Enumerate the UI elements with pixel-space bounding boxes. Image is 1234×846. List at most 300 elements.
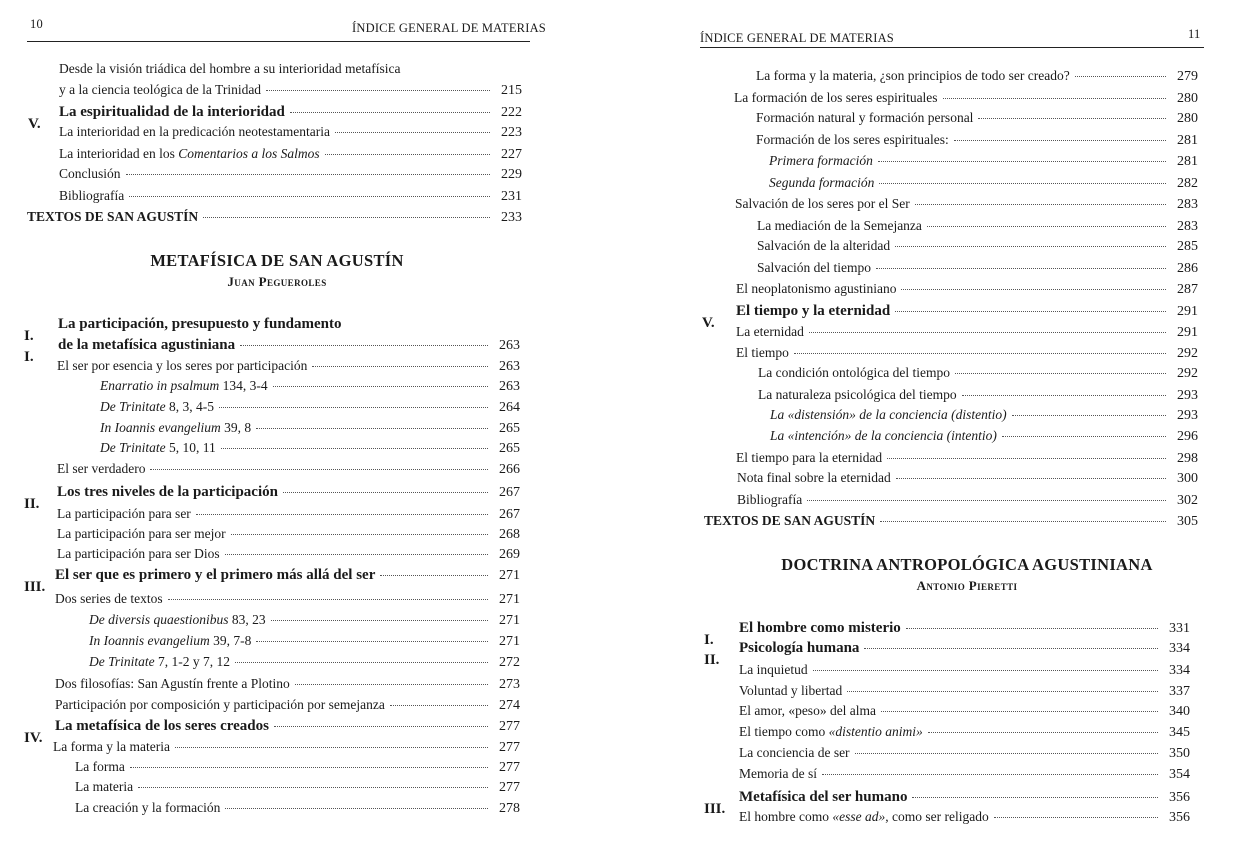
toc-entry-plain: La metafísica de los seres creados (55, 718, 269, 734)
toc-entry[interactable] (704, 683, 1190, 703)
toc-entry-plain: 83, 23 (228, 612, 266, 627)
toc-entry-italic: Segunda formación (769, 175, 875, 190)
toc-entry[interactable] (24, 337, 520, 365)
toc-entry-text (769, 153, 873, 169)
toc-entry-page: 285 (1177, 239, 1198, 254)
dot-leader (274, 725, 488, 727)
toc-entry[interactable] (702, 345, 1198, 365)
toc-entry-text (100, 420, 251, 436)
toc-entry[interactable] (28, 188, 522, 208)
dot-leader (256, 427, 488, 429)
dot-leader (813, 669, 1158, 671)
toc-entry-text (770, 428, 997, 444)
dot-leader (1075, 75, 1166, 77)
toc-entry-plain: La formación de los seres espirituales (734, 90, 938, 105)
toc-entry-page: 280 (1177, 111, 1198, 126)
toc-entry-text (57, 484, 278, 501)
toc-entry[interactable] (24, 567, 520, 595)
toc-entry-page: 268 (499, 527, 520, 542)
toc-entry[interactable] (704, 745, 1190, 765)
toc-entry-plain: y a la ciencia teológica de la Trinidad (59, 82, 262, 97)
toc-entry[interactable] (702, 513, 1198, 533)
toc-entry-text (769, 175, 874, 191)
toc-entry-text (55, 676, 290, 692)
toc-entry[interactable]: I. La participación, presupuesto y fundamento (24, 316, 342, 344)
toc-entry[interactable] (24, 440, 520, 460)
toc-entry-number: I. (704, 632, 714, 648)
dot-leader (271, 619, 488, 621)
toc-entry-text (739, 809, 989, 825)
toc-entry-italic: In Ioannis evangelium (100, 420, 221, 435)
toc-entry-page: 280 (1177, 91, 1198, 106)
toc-entry-plain: La materia (75, 779, 134, 794)
toc-entry-text (739, 745, 850, 761)
dot-leader (312, 365, 488, 367)
toc-entry-page: 281 (1177, 133, 1198, 148)
toc-entry-text (739, 683, 842, 699)
toc-entry-text (757, 260, 871, 276)
toc-entry-page: 350 (1169, 746, 1190, 761)
toc-entry[interactable] (702, 428, 1198, 448)
toc-entry-page: 271 (499, 634, 520, 649)
toc-entry-plain: 39, 7-8 (209, 633, 252, 648)
toc-entry-page: 271 (499, 568, 520, 583)
toc-entry[interactable] (702, 450, 1198, 470)
toc-entry-plain: La forma (75, 759, 125, 774)
toc-entry[interactable] (28, 82, 522, 102)
toc-entry-text (739, 703, 876, 719)
dot-leader (901, 288, 1166, 290)
toc-entry-text (736, 345, 789, 361)
toc-entry-text (75, 779, 133, 795)
toc-entry-page: 229 (501, 167, 522, 182)
toc-entry-text (57, 358, 307, 374)
toc-entry-page: 271 (499, 592, 520, 607)
toc-entry-plain: Dos filosofías: San Agustín frente a Plotino (55, 676, 290, 691)
section-title: METAFÍSICA DE SAN AGUSTÍN (150, 251, 404, 270)
toc-entry-page: 222 (501, 105, 522, 120)
toc-entry-text (739, 620, 901, 637)
toc-entry-page: 265 (499, 421, 520, 436)
dot-leader (1012, 414, 1166, 416)
toc-entry-plain: Salvación de la alteridad (757, 238, 891, 253)
dot-leader (231, 533, 488, 535)
toc-entry-number: V. (28, 116, 41, 132)
toc-entry-text: La participación, presupuesto y fundamento (58, 316, 342, 332)
toc-entry-text (89, 612, 266, 628)
running-header: ÍNDICE GENERAL DE MATERIAS (352, 21, 546, 35)
toc-entry-plain: La inquietud (739, 662, 808, 677)
toc-entry-plain: La mediación de la Semejanza (757, 218, 922, 233)
toc-entry-italic: Comentarios a los Salmos (178, 146, 320, 161)
toc-entry-plain: , como ser religado (885, 809, 989, 824)
toc-entry-plain: Dos series de textos (55, 591, 163, 606)
toc-entry-page: 356 (1169, 810, 1190, 825)
toc-entry-text (735, 196, 910, 212)
dot-leader (225, 553, 488, 555)
toc-entry-page: 340 (1169, 704, 1190, 719)
toc-entry-page: 267 (499, 485, 520, 500)
toc-entry-page: 273 (499, 677, 520, 692)
toc-entry[interactable] (702, 132, 1198, 152)
toc-entry-italic: Enarratio in psalmum (100, 378, 220, 393)
dot-leader (130, 766, 488, 768)
toc-entry-text (739, 640, 859, 657)
toc-entry-plain: La participación para ser mejor (57, 526, 226, 541)
toc-entry-text (739, 789, 907, 806)
toc-entry-text (59, 188, 124, 204)
toc-entry-plain: Formación de los seres espirituales: (756, 132, 949, 147)
toc-entry-page: 282 (1177, 176, 1198, 191)
dot-leader (196, 513, 488, 515)
toc-entry[interactable] (24, 718, 520, 746)
toc-entry-text (736, 324, 804, 340)
toc-entry[interactable] (702, 153, 1198, 173)
toc-entry-plain: Salvación de los seres por el Ser (735, 196, 910, 211)
toc-entry-page: 215 (501, 83, 522, 98)
toc-entry[interactable] (704, 766, 1190, 786)
toc-entry[interactable] (704, 724, 1190, 744)
toc-entry-number: III. (24, 579, 46, 595)
dot-leader (266, 89, 490, 91)
toc-entry-plain: El hombre como (739, 809, 833, 824)
toc-entry-text (100, 440, 216, 456)
toc-entry-page: 227 (501, 147, 522, 162)
dot-leader (290, 111, 490, 113)
toc-entry-plain: 134, 3-4 (219, 378, 268, 393)
dot-leader (1002, 435, 1166, 437)
toc-entry-text (737, 492, 802, 508)
toc-entry-plain: El tiempo (736, 345, 789, 360)
toc-entry-page: 283 (1177, 219, 1198, 234)
dot-leader (943, 97, 1166, 99)
toc-entry-text (737, 470, 891, 486)
toc-entry-number: I. (24, 349, 34, 365)
dot-leader (175, 746, 488, 748)
toc-entry[interactable] (702, 492, 1198, 512)
toc-entry-page: 266 (499, 462, 520, 477)
toc-entry-text (734, 90, 938, 106)
toc-entry-page: 274 (499, 698, 520, 713)
toc-entry-page: 296 (1177, 429, 1198, 444)
toc-entry-text (757, 218, 922, 234)
dot-leader (325, 153, 490, 155)
dot-leader (168, 598, 488, 600)
toc-entry-plain: La interioridad en los (59, 146, 179, 161)
toc-entry-plain: La eternidad (736, 324, 804, 339)
dot-leader (955, 372, 1166, 374)
page-number: 10 (30, 17, 43, 31)
toc-entry[interactable] (28, 166, 522, 186)
toc-entry-page: 291 (1177, 304, 1198, 319)
toc-entry-text (739, 724, 923, 740)
section-title: DOCTRINA ANTROPOLÓGICA AGUSTINIANA (781, 555, 1153, 574)
toc-entry-plain: El ser que es primero y el primero más allá del ser (55, 567, 376, 583)
toc-entry-text (59, 82, 261, 98)
toc-entry-plain: El hombre como misterio (739, 620, 901, 636)
toc-entry-number: V. (702, 315, 715, 331)
toc-line: Desde la visión triádica del hombre a su interioridad metafísica (59, 61, 401, 76)
toc-entry-text (758, 387, 957, 403)
toc-entry-page: 277 (499, 760, 520, 775)
toc-entry-text (758, 365, 950, 381)
dot-leader (225, 807, 488, 809)
toc-entry-italic: De Trinitate (100, 440, 166, 455)
toc-entry-plain: El neoplatonismo agustiniano (736, 281, 897, 296)
toc-entry[interactable] (704, 703, 1190, 723)
toc-entry-plain: La creación y la formación (75, 800, 221, 815)
toc-entry-italic: «esse ad» (832, 809, 886, 824)
dot-leader (855, 752, 1158, 754)
toc-entry[interactable] (24, 399, 520, 419)
toc-entry[interactable] (24, 759, 520, 779)
dot-leader (794, 352, 1166, 354)
toc-entry-plain: La forma y la materia, ¿son principios de todo ser creado? (756, 68, 1070, 83)
toc-entry-italic: De Trinitate (89, 654, 155, 669)
dot-leader (876, 267, 1166, 269)
dot-leader (380, 574, 488, 576)
dot-leader (895, 310, 1166, 312)
toc-entry-text (55, 567, 375, 584)
toc-entry[interactable] (702, 324, 1198, 344)
toc-entry-text (59, 166, 121, 182)
toc-entry-plain: 39, 8 (220, 420, 252, 435)
dot-leader (879, 182, 1166, 184)
dot-leader (881, 710, 1158, 712)
toc-entry-text (59, 124, 330, 140)
toc-entry[interactable] (24, 591, 520, 611)
toc-entry[interactable] (702, 303, 1198, 331)
toc-entry-text (736, 303, 890, 320)
toc-entry[interactable] (702, 470, 1198, 490)
toc-entry-text (89, 633, 251, 649)
toc-entry-italic: De Trinitate (100, 399, 166, 414)
toc-entry-plain: Conclusión (59, 166, 121, 181)
toc-entry-page: 265 (499, 441, 520, 456)
toc-entry-page: 354 (1169, 767, 1190, 782)
toc-entry[interactable] (28, 124, 522, 144)
toc-entry-text (739, 662, 808, 678)
toc-entry-text (55, 591, 163, 607)
toc-entry[interactable] (702, 218, 1198, 238)
toc-entry-italic: «distentio animi» (828, 724, 923, 739)
toc-entry[interactable] (702, 175, 1198, 195)
dot-leader (203, 216, 490, 218)
toc-entry-page: 292 (1177, 346, 1198, 361)
toc-entry[interactable] (702, 90, 1198, 110)
toc-entry[interactable] (24, 461, 520, 481)
left-page (0, 0, 560, 846)
toc-entry-page: 337 (1169, 684, 1190, 699)
toc-entry[interactable] (24, 420, 520, 440)
dot-leader (807, 499, 1166, 501)
toc-entry-text (57, 526, 226, 542)
toc-entry-text (53, 739, 170, 755)
dot-leader (235, 661, 488, 663)
toc-entry-page: 264 (499, 400, 520, 415)
toc-entry-text (59, 104, 285, 121)
header-rule (27, 41, 530, 42)
toc-entry-page: 298 (1177, 451, 1198, 466)
dot-leader (256, 640, 488, 642)
toc-entry-page: 277 (499, 740, 520, 755)
toc-entry-text (704, 513, 875, 529)
toc-entry-page: 269 (499, 547, 520, 562)
toc-entry-plain: La interioridad en la predicación neotestamentaria (59, 124, 330, 139)
toc-entry-plain: La forma y la materia (53, 739, 170, 754)
toc-entry-plain: El tiempo y la eternidad (736, 303, 891, 319)
toc-entry-page: 356 (1169, 790, 1190, 805)
dot-leader (390, 704, 488, 706)
toc-entry[interactable] (702, 407, 1198, 427)
toc-entry-text (75, 800, 220, 816)
toc-entry[interactable] (702, 110, 1198, 130)
toc-entry-plain: 7, 1-2 y 7, 12 (154, 654, 231, 669)
toc-entry[interactable] (28, 209, 522, 229)
toc-entry-number: IV. (24, 730, 43, 746)
toc-entry-page: 292 (1177, 366, 1198, 381)
toc-entry-italic: La «distensión» de la conciencia (distentio) (770, 407, 1007, 422)
toc-entry-page: 277 (499, 780, 520, 795)
toc-entry[interactable] (24, 676, 520, 696)
dot-leader (219, 406, 488, 408)
dot-leader (878, 160, 1166, 162)
section-author: Antonio Pieretti (916, 578, 1018, 593)
toc-entry-page: 277 (499, 719, 520, 734)
toc-entry-page: 302 (1177, 493, 1198, 508)
toc-entry[interactable] (24, 378, 520, 398)
right-page (700, 0, 1234, 846)
toc-entry-text (736, 281, 896, 297)
toc-entry-text (89, 654, 230, 670)
toc-entry-plain: TEXTOS DE SAN AGUSTÍN (704, 513, 876, 528)
toc-entry[interactable] (702, 365, 1198, 385)
dot-leader (847, 690, 1158, 692)
toc-entry-plain: El tiempo como (739, 724, 829, 739)
toc-entry[interactable] (24, 633, 520, 653)
toc-entry-page: 334 (1169, 663, 1190, 678)
toc-entry-text (59, 146, 320, 162)
toc-entry-page: 281 (1177, 154, 1198, 169)
toc-entry[interactable] (24, 697, 520, 717)
toc-entry[interactable] (702, 387, 1198, 407)
dot-leader (129, 195, 490, 197)
toc-entry-italic: Primera formación (769, 153, 873, 168)
toc-entry-page: 263 (499, 379, 520, 394)
toc-entry-page: 271 (499, 613, 520, 628)
toc-entry-text (739, 766, 817, 782)
toc-entry[interactable] (24, 358, 520, 378)
toc-entry-page: 279 (1177, 69, 1198, 84)
running-header: ÍNDICE GENERAL DE MATERIAS (700, 31, 894, 45)
toc-entry[interactable] (28, 146, 522, 166)
toc-entry-page: 293 (1177, 388, 1198, 403)
dot-leader (896, 477, 1166, 479)
toc-entry[interactable] (704, 809, 1190, 829)
toc-entry[interactable] (24, 546, 520, 566)
header-rule (700, 47, 1204, 48)
dot-leader (126, 173, 490, 175)
toc-entry[interactable] (24, 800, 520, 820)
toc-entry-plain: La condición ontológica del tiempo (758, 365, 950, 380)
dot-leader (138, 786, 488, 788)
toc-entry-page: 287 (1177, 282, 1198, 297)
toc-entry-page: 305 (1177, 514, 1198, 529)
dot-leader (978, 117, 1166, 119)
toc-entry-text (756, 110, 973, 126)
dot-leader (221, 447, 488, 449)
dot-leader (928, 731, 1158, 733)
toc-entry-page: 223 (501, 125, 522, 140)
toc-entry-italic: In Ioannis evangelium (89, 633, 210, 648)
toc-entry-plain: Salvación del tiempo (757, 260, 871, 275)
dot-leader (283, 491, 488, 493)
dot-leader (887, 457, 1166, 459)
toc-entry-text (756, 132, 949, 148)
toc-entry-page: 334 (1169, 641, 1190, 656)
toc-entry-plain: La conciencia de ser (739, 745, 850, 760)
toc-entry[interactable] (702, 238, 1198, 258)
toc-entry[interactable] (24, 739, 520, 759)
toc-entry-plain: El ser por esencia y los seres por participación (57, 358, 308, 373)
toc-entry-plain: Voluntad y libertad (739, 683, 843, 698)
toc-entry-plain: Bibliografía (737, 492, 803, 507)
toc-entry-text (27, 209, 198, 225)
dot-leader (912, 796, 1158, 798)
toc-entry[interactable] (24, 506, 520, 526)
toc-entry-text (736, 450, 882, 466)
toc-entry-text (756, 68, 1070, 84)
toc-entry[interactable] (24, 779, 520, 799)
toc-entry-plain: Formación natural y formación personal (756, 110, 974, 125)
toc-entry-plain: Psicología humana (739, 640, 860, 656)
dot-leader (927, 225, 1166, 227)
toc-entry[interactable] (24, 484, 520, 512)
dot-leader (906, 627, 1158, 629)
toc-entry[interactable] (704, 662, 1190, 682)
toc-entry[interactable] (702, 68, 1198, 88)
toc-entry[interactable] (704, 640, 1190, 668)
toc-entry-text (57, 461, 145, 477)
dot-leader (880, 520, 1166, 522)
toc-entry-plain: de la metafísica agustiniana (58, 337, 236, 353)
toc-entry-plain: Participación por composición y participación por semejanza (55, 697, 385, 712)
toc-entry-plain: 5, 10, 11 (165, 440, 216, 455)
dot-leader (273, 385, 488, 387)
toc-entry-text (757, 238, 890, 254)
toc-entry[interactable] (702, 196, 1198, 216)
toc-entry[interactable] (24, 526, 520, 546)
dot-leader (962, 394, 1166, 396)
dot-leader (895, 245, 1166, 247)
toc-entry[interactable] (702, 260, 1198, 280)
toc-entry[interactable] (24, 654, 520, 674)
toc-entry-text (57, 546, 220, 562)
page-number: 11 (1188, 27, 1201, 41)
toc-entry-plain: TEXTOS DE SAN AGUSTÍN (27, 209, 199, 224)
toc-entry[interactable] (702, 281, 1198, 301)
section-author: Juan Pegueroles (227, 274, 327, 289)
toc-entry-text (75, 759, 125, 775)
dot-leader (809, 331, 1166, 333)
toc-entry-plain: Los tres niveles de la participación (57, 484, 278, 500)
toc-entry-plain: Bibliografía (59, 188, 125, 203)
toc-entry-page: 233 (501, 210, 522, 225)
toc-entry-page: 231 (501, 189, 522, 204)
toc-entry[interactable] (24, 612, 520, 632)
toc-entry-plain: La naturaleza psicológica del tiempo (758, 387, 957, 402)
toc-entry-italic: La «intención» de la conciencia (intentio) (770, 428, 997, 443)
